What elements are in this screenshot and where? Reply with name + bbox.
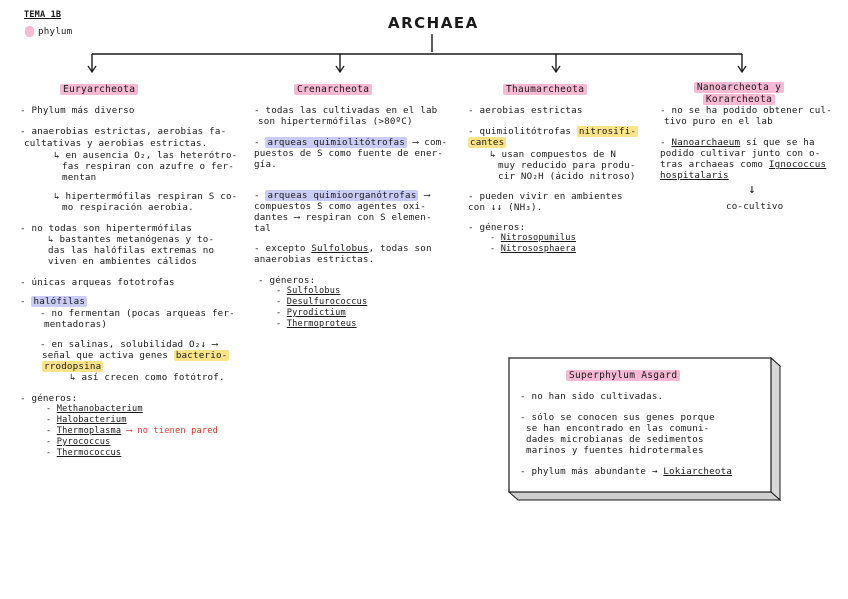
col1-line: señal que activa genes bacterio-	[42, 350, 228, 361]
asgard-line: dades microbianas de sedimentos	[526, 434, 704, 445]
page-title: ARCHAEA	[388, 14, 479, 32]
col1-line: - anaerobias estrictas, aerobias fa-	[20, 126, 227, 137]
col2-line: son hipertermófilas (>80ºC)	[258, 116, 413, 127]
col2-heading: Crenarcheota	[294, 84, 372, 96]
col1-line: - no todas son hipertermófilas	[20, 223, 192, 234]
thermoplasma-note: ⟶ no tienen pared	[126, 426, 218, 436]
col4-heading: Nanoarcheota y Korarcheota	[684, 82, 794, 106]
genus-item: - Desulfurococcus	[276, 297, 368, 307]
genus-item: - Thermoplasma ⟶ no tienen pared	[46, 426, 218, 436]
phylum-legend-swatch	[25, 26, 34, 37]
col1-heading: Euryarcheota	[60, 84, 138, 96]
col2-line: - arqueas quimiolitótrofas ⟶ com-	[254, 137, 448, 148]
col1-line: cultativas y aerobias estrictas.	[24, 138, 208, 149]
topic-label: TEMA 1B	[24, 10, 62, 20]
col4-line: tivo puro en el lab	[664, 116, 773, 127]
col1-line: ↳ así crecen como fotótrof.	[70, 372, 225, 383]
col2-line: - todas las cultivadas en el lab	[254, 105, 438, 116]
asgard-line: marinos y fuentes hidrotermales	[526, 445, 704, 456]
col1-line: - en salinas, solubilidad O₂↓ ⟶	[40, 339, 218, 350]
asgard-heading: Superphylum Asgard	[566, 370, 680, 382]
asgard-line: - no han sido cultivadas.	[520, 391, 664, 402]
genus-item: - Halobacterium	[46, 415, 127, 425]
col3-heading: Thaumarcheota	[503, 84, 587, 96]
col2-line: dantes ⟶ respiran con S elemen-	[254, 212, 432, 223]
genus-item: - Pyrodictium	[276, 308, 346, 318]
col3-line: cir NO₂H (ácido nitroso)	[498, 171, 636, 182]
col2-line: puestos de S como fuente de ener-	[254, 148, 444, 159]
col4-line: podido cultivar junto con o-	[660, 148, 821, 159]
genus-item: - Thermococcus	[46, 448, 122, 458]
col3-line: - quimiolitótrofas nitrosifi-	[468, 126, 637, 137]
col2-line: - excepto Sulfolobus, todas son	[254, 243, 432, 254]
genus-item: - Thermoproteus	[276, 319, 357, 329]
col3-line: ↳ usan compuestos de N	[490, 149, 617, 160]
col1-line: - no fermentan (pocas arqueas fer-	[40, 308, 235, 319]
col1-line: - únicas arqueas fototrofas	[20, 277, 175, 288]
col1-genus-list	[46, 404, 218, 459]
col3-line: - pueden vivir en ambientes	[468, 191, 623, 202]
genus-item: - Methanobacterium	[46, 404, 143, 414]
col2-line: gía.	[254, 159, 277, 170]
col4-line: - no se ha podido obtener cul-	[660, 105, 832, 116]
col4-line: tras archaeas como Ignococcus	[660, 159, 827, 170]
down-arrow-icon: ↓	[748, 182, 757, 197]
col1-line: rrodopsina	[44, 361, 102, 372]
col1-line: ↳ en ausencia O₂, las heterótro-	[54, 150, 238, 161]
genus-item: - Nitrososphaera	[490, 244, 576, 254]
col1-line: ↳ hipertermófilas respiran S co-	[54, 191, 238, 202]
col1-line: das las halófilas extremas no	[48, 245, 215, 256]
col1-line: ↳ bastantes metanógenas y to-	[48, 234, 215, 245]
col1-line: - halófilas	[20, 296, 86, 307]
col4-line: - Nanoarchaeum sí que se ha	[660, 137, 815, 148]
asgard-line: - phylum más abundante → Lokiarcheota	[520, 466, 733, 477]
cocultivo-label: co-cultivo	[726, 201, 784, 212]
col1-line: fas respiran con azufre o fer-	[62, 161, 234, 172]
col3-line: con ↓↓ (NH₃).	[468, 202, 543, 213]
genus-item: - Pyrococcus	[46, 437, 111, 447]
col1-line: mo respiración aerobia.	[62, 202, 194, 213]
col3-line: cantes	[470, 137, 505, 148]
col3-line: - aerobias estrictas	[468, 105, 583, 116]
col1-line: mentadoras)	[44, 319, 108, 330]
phylum-legend-label: phylum	[38, 26, 73, 37]
col1-generos-label: - géneros:	[20, 393, 78, 404]
col2-generos-label: - géneros:	[258, 275, 316, 286]
asgard-line: se han encontrado en las comuni-	[526, 423, 710, 434]
col2-genus-list	[276, 286, 367, 330]
genus-item: - Nitrosopumilus	[490, 233, 576, 243]
col3-genus-list	[490, 233, 576, 255]
col2-line: - arqueas quimioorganótrofas ⟶	[254, 190, 430, 201]
col2-line: compuestos S como agentes oxi-	[254, 201, 426, 212]
asgard-line: - sólo se conocen sus genes porque	[520, 412, 715, 423]
col1-line: viven en ambientes cálidos	[48, 256, 198, 267]
col4-line: hospitalaris	[660, 170, 729, 181]
col2-line: tal	[254, 223, 272, 234]
col1-line: mentan	[62, 172, 97, 183]
col3-generos-label: - géneros:	[468, 222, 526, 233]
col2-line: anaerobias estrictas.	[254, 254, 375, 265]
genus-item: - Sulfolobus	[276, 286, 341, 296]
col3-line: muy reducido para produ-	[498, 160, 636, 171]
col1-line: - Phylum más diverso	[20, 105, 135, 116]
